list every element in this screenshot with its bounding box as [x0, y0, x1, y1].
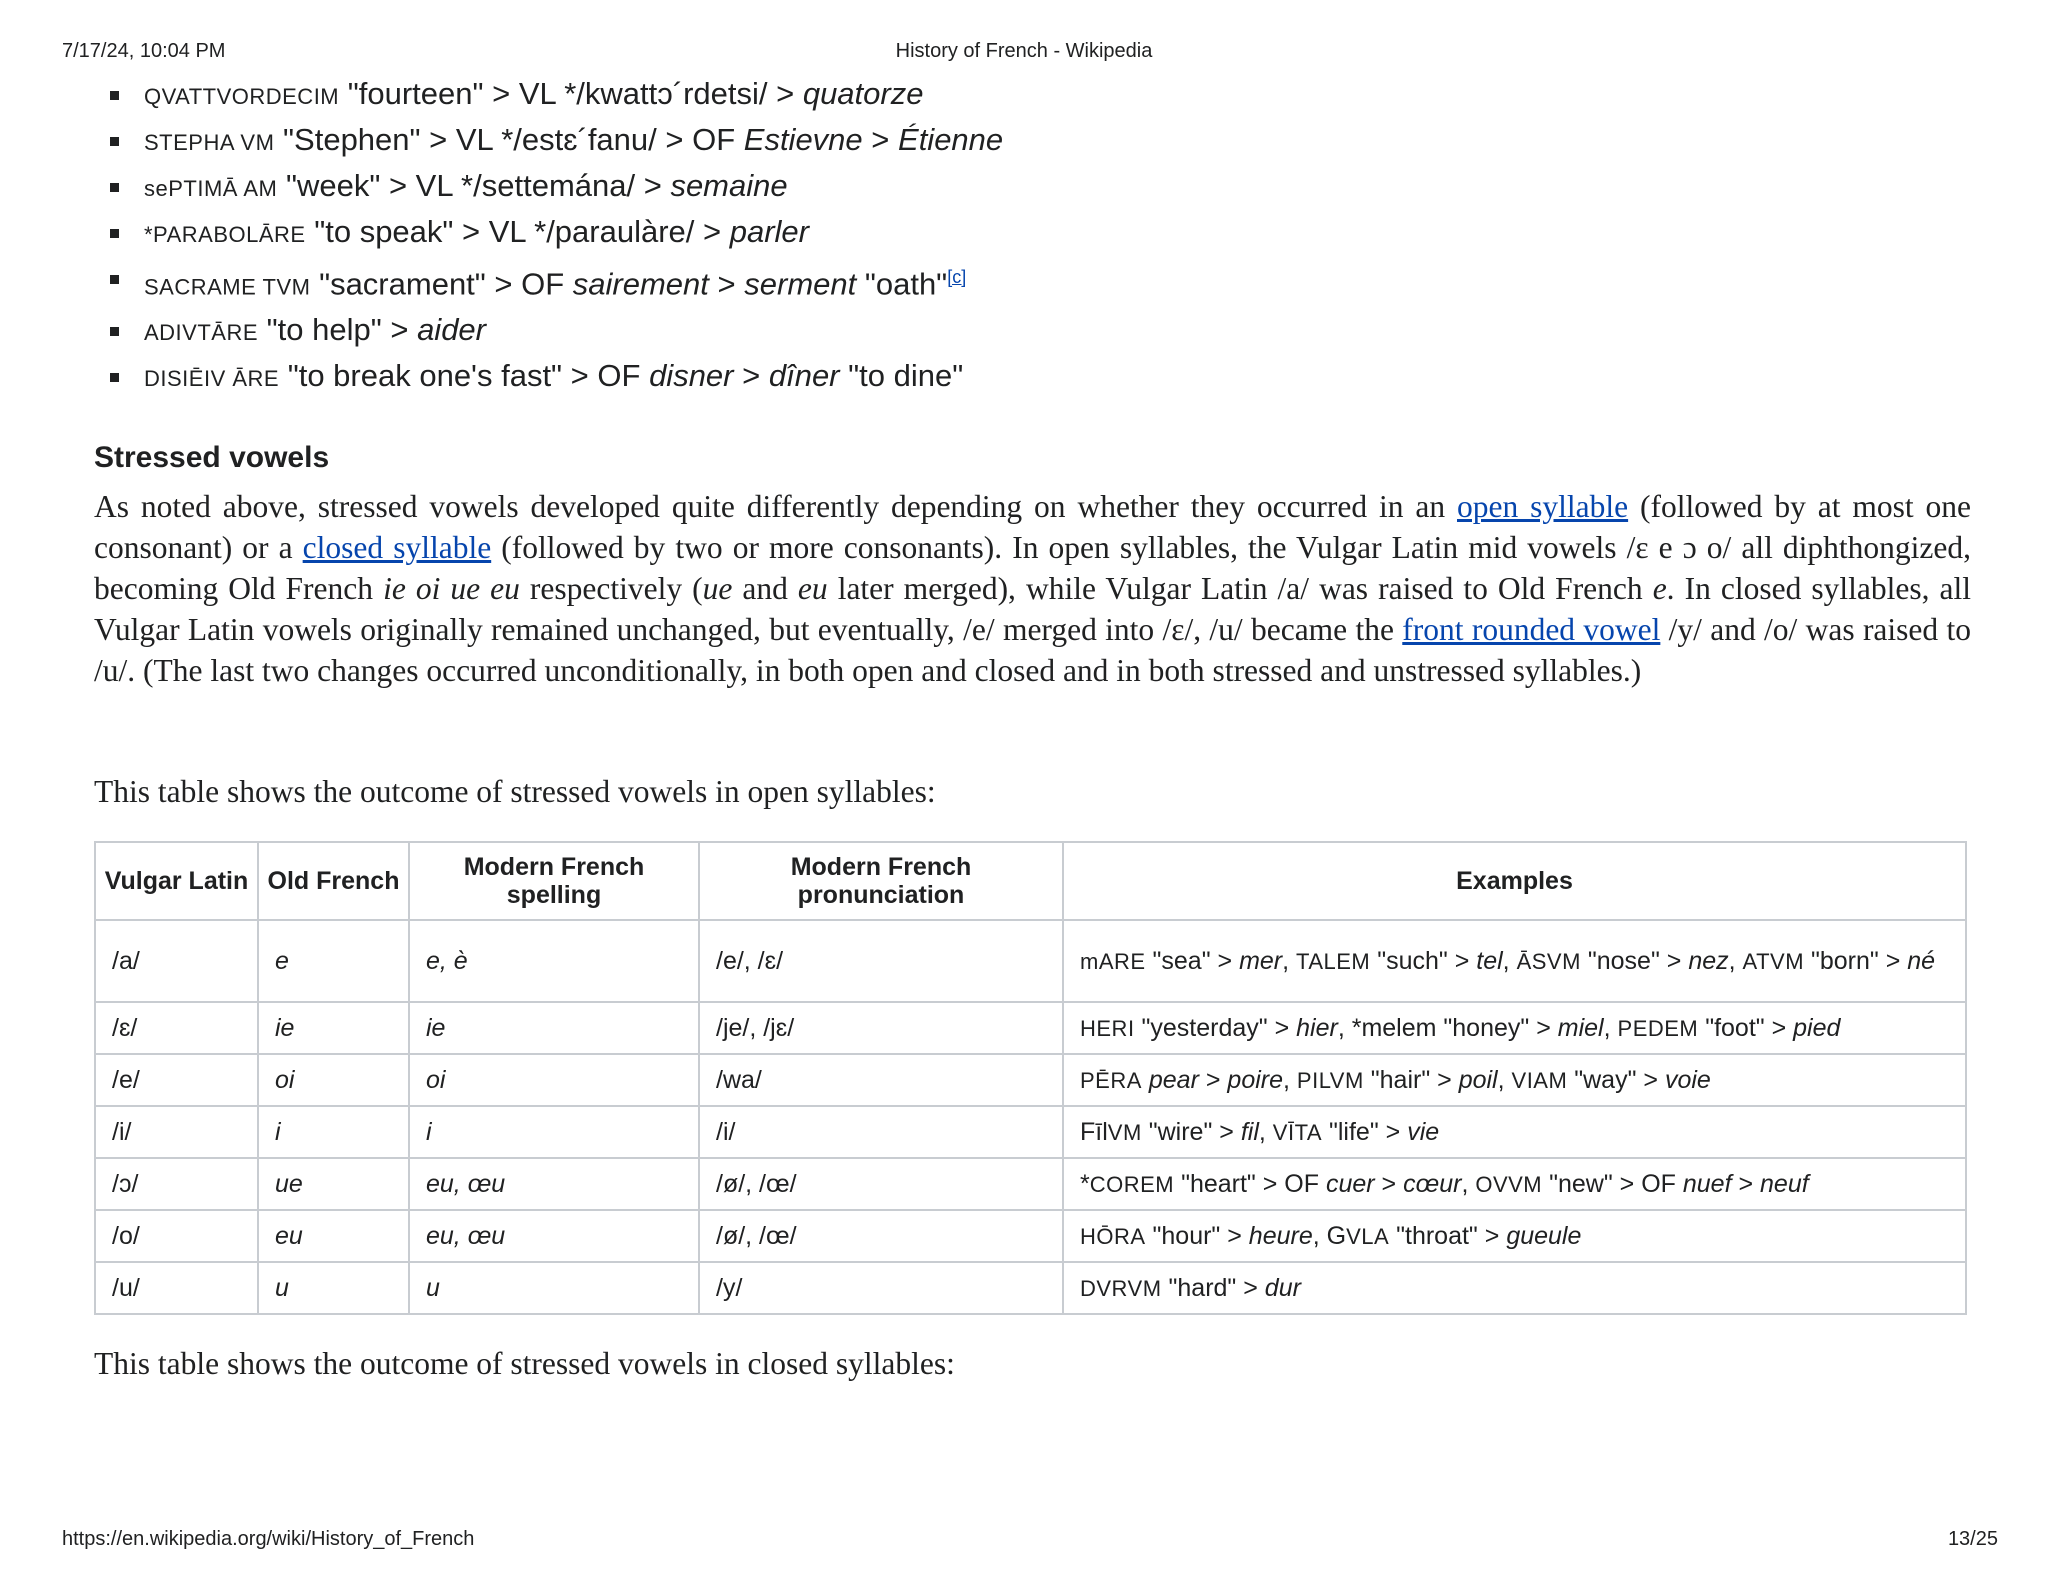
- examples-cell: PĒRA pear > poire, PILVM "hair" > poil, VIAM "way" > voie: [1063, 1054, 1966, 1106]
- column-header: Vulgar Latin: [95, 842, 258, 920]
- examples-cell: DVRVM "hard" > dur: [1063, 1262, 1966, 1314]
- table-cell: eu, œu: [409, 1210, 699, 1262]
- section-heading: Stressed vowels: [94, 441, 330, 474]
- latin-word: *PARABOLĀRE: [144, 222, 306, 247]
- examples-cell: *COREM "heart" > OF cuer > cœur, OVVM "new" > OF nuef > neuf: [1063, 1158, 1966, 1210]
- latin-word: QVATTVORDECIM: [144, 84, 340, 109]
- table-row: [95, 1262, 1966, 1314]
- list-item: QVATTVORDECIM "fourteen" > VL */kwattɔ´rdetsi/ > quatorze: [110, 72, 1003, 118]
- list-item: ADIVTĀRE "to help" > aider: [110, 308, 1003, 354]
- table-cell: /je/, /jɛ/: [699, 1002, 1063, 1054]
- examples-cell: mARE "sea" > mer, TALEM "such" > tel, ĀSVM "nose" > nez, ATVM "born" > né: [1063, 920, 1966, 1002]
- closed-syllable-link[interactable]: closed syllable: [302, 530, 492, 565]
- list-item: SACRAME TVM "sacrament" > OF sairement > serment "oath"[c]: [110, 256, 1003, 308]
- latin-word: sePTIMĀ AM: [144, 176, 278, 201]
- table-cell: u: [258, 1262, 409, 1314]
- table-header-row: [95, 842, 1966, 920]
- table-cell: /ɔ/: [95, 1158, 258, 1210]
- examples-list: [110, 72, 1003, 400]
- examples-cell: HERI "yesterday" > hier, *melem "honey" > miel, PEDEM "foot" > pied: [1063, 1002, 1966, 1054]
- examples-cell: HŌRA "hour" > heure, GVLA "throat" > gueule: [1063, 1210, 1966, 1262]
- table-cell: /a/: [95, 920, 258, 1002]
- table-cell: oi: [409, 1054, 699, 1106]
- open-syllable-table: [94, 841, 1967, 1315]
- column-header: Modern French pronunciation: [699, 842, 1063, 920]
- table-row: [95, 920, 1966, 1002]
- table-cell: /o/: [95, 1210, 258, 1262]
- table-cell: /y/: [699, 1262, 1063, 1314]
- table-cell: eu: [258, 1210, 409, 1262]
- table-cell: /ø/, /œ/: [699, 1210, 1063, 1262]
- print-url: https://en.wikipedia.org/wiki/History_of_French: [62, 1528, 475, 1550]
- print-datetime: 7/17/24, 10:04 PM: [62, 40, 226, 62]
- print-page-title: History of French - Wikipedia: [895, 40, 1153, 62]
- table-cell: eu, œu: [409, 1158, 699, 1210]
- table-cell: i: [258, 1106, 409, 1158]
- latin-word: SACRAME TVM: [144, 274, 311, 300]
- table-cell: u: [409, 1262, 699, 1314]
- table-cell: /e/, /ɛ/: [699, 920, 1063, 1002]
- table-cell: /ø/, /œ/: [699, 1158, 1063, 1210]
- column-header: Examples: [1063, 842, 1966, 920]
- table-cell: oi: [258, 1054, 409, 1106]
- table-row: [95, 1158, 1966, 1210]
- table-cell: /ɛ/: [95, 1002, 258, 1054]
- body-paragraph: As noted above, stressed vowels developed quite differently depending on whether they occurred in an open syllable (followed by at most one consonant) or a closed syllable (followed by two or more consonants). In open syllables, the Vulgar Latin mid vowels /ɛ e ɔ o/ all diphthongized, becoming Old French ie oi ue eu respectively (ue and eu later merged), while Vulgar Latin /a/ was raised to Old French e. In closed syllables, all Vulgar Latin vowels originally remained unchanged, but eventually, /e/ merged into /ɛ/, /u/ became the front rounded vowel /y/ and /o/ was raised to /u/. (The last two changes occurred unconditionally, in both open and closed and in both stressed and unstressed syllables.): [94, 489, 1972, 688]
- table-cell: e, è: [409, 920, 699, 1002]
- table-body: [95, 920, 1966, 1314]
- table-row: [95, 1210, 1966, 1262]
- table-cell: /e/: [95, 1054, 258, 1106]
- column-header: Modern French spelling: [409, 842, 699, 920]
- examples-cell: FīlVM "wire" > fil, VĪTA "life" > vie: [1063, 1106, 1966, 1158]
- table-row: [95, 1002, 1966, 1054]
- table-cell: i: [409, 1106, 699, 1158]
- open-syllable-link[interactable]: open syllable: [1457, 489, 1629, 524]
- list-item: STEPHA VM "Stephen" > VL */estɛ´fanu/ > OF Estievne > Étienne: [110, 118, 1003, 164]
- print-page-number: 13/25: [1947, 1528, 1998, 1550]
- latin-word: STEPHA VM: [144, 130, 275, 155]
- table-cell: /u/: [95, 1262, 258, 1314]
- column-header: Old French: [258, 842, 409, 920]
- front-rounded-vowel-link[interactable]: front rounded vowel: [1402, 612, 1661, 647]
- list-item: *PARABOLĀRE "to speak" > VL */paraulàre/ > parler: [110, 210, 1003, 256]
- latin-word: DISIĒIV ĀRE: [144, 366, 280, 392]
- table-cell: ie: [409, 1002, 699, 1054]
- list-item: sePTIMĀ AM "week" > VL */settemána/ > semaine: [110, 164, 1003, 210]
- table-cell: ie: [258, 1002, 409, 1054]
- table-row: [95, 1106, 1966, 1158]
- table-row: [95, 1054, 1966, 1106]
- table-cell: e: [258, 920, 409, 1002]
- table-intro-closed: This table shows the outcome of stressed vowels in closed syllables:: [94, 1346, 955, 1381]
- latin-word: ADIVTĀRE: [144, 320, 259, 346]
- table-cell: /i/: [699, 1106, 1063, 1158]
- table-cell: ue: [258, 1158, 409, 1210]
- table-cell: /wa/: [699, 1054, 1063, 1106]
- table-intro-open: This table shows the outcome of stressed vowels in open syllables:: [94, 774, 936, 809]
- table-cell: /i/: [95, 1106, 258, 1158]
- list-item: DISIĒIV ĀRE "to break one's fast" > OF disner > dîner "to dine": [110, 354, 1003, 400]
- footnote-link[interactable]: [c]: [947, 267, 967, 287]
